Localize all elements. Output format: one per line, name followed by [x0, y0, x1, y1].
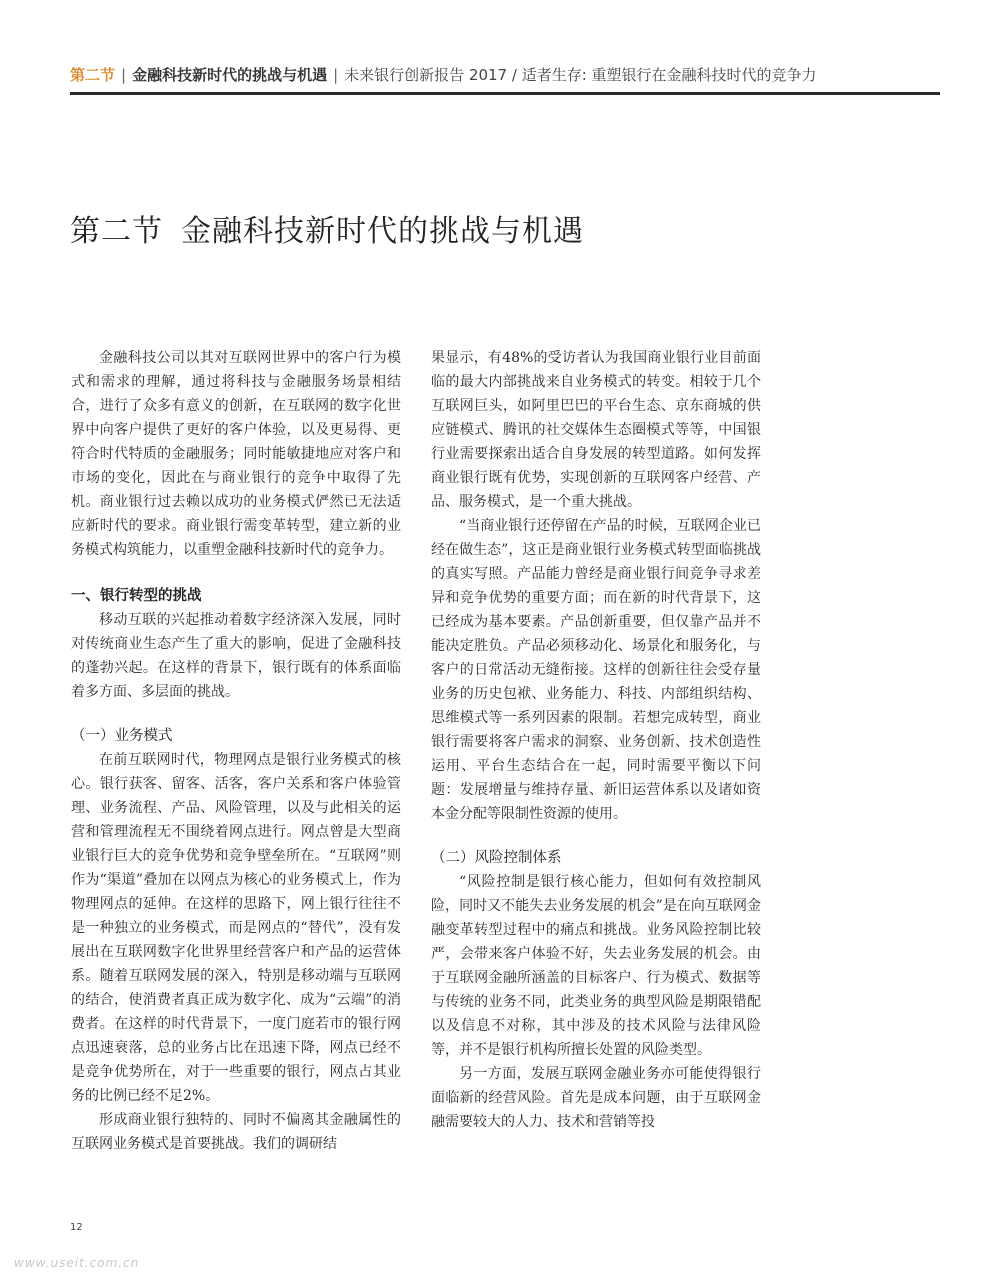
paragraph: “风险控制是银行核心能力，但如何有效控制风险，同时又不能失去业务发展的机会”是在向互联网金融变革转型过程中的痛点和挑战。业务风险控制比较严，会带来客户体验不好，失去业务发展的机会。由于互联网金融所涵盖的目标客户、行为模式、数据等与传统的业务不同，此类业务的典型风险是期限错配以及信息不对称，其中涉及的技术风险与法律风险等，并不是银行机构所擅长处置的风险类型。: [431, 874, 761, 1058]
paragraph: “当商业银行还停留在产品的时候，互联网企业已经在做生态”，这正是商业银行业务模式转型面临挑战的真实写照。产品能力曾经是商业银行间竞争寻求差异和竞争优势的重要方面；而在新的时代背景下，这已经成为基本要素。产品创新重要，但仅靠产品并不能决定胜负。产品必须移动化、场景化和服务化，与客户的日常活动无缝衔接。这样的创新往往会受存量业务的历史包袱、业务能力、科技、内部组织结构、思维模式等一系列因素的限制。若想完成转型，商业银行需要将客户需求的洞察、业务创新、技术创造性运用、平台生态结合在一起，同时需要平衡以下问题：发展增量与维持存量、新旧运营体系以及诸如资本金分配等限制性资源的使用。: [431, 518, 761, 822]
subsection-heading: （一）业务模式: [71, 728, 173, 744]
header-report-title: 未来银行创新报告 2017 / 适者生存: 重塑银行在金融科技时代的竞争力: [344, 66, 817, 84]
left-column: [71, 346, 401, 1156]
paragraph: 在前互联网时代，物理网点是银行业务模式的核心。银行获客、留客、活客，客户关系和客户体验管理、业务流程、产品、风险管理，以及与此相关的运营和管理流程无不围绕着网点进行。网点曾是大型商业银行巨大的竞争优势和竞争壁垒所在。“互联网”则作为“渠道”叠加在以网点为核心的业务模式上，作为物理网点的延伸。在这样的思路下，网上银行往往不是一种独立的业务模式，而是网点的“替代”，没有发展出在互联网数字化世界里经营客户和产品的运营体系。随着互联网发展的深入，特别是移动端与互联网的结合，使消费者真正成为数字化、成为“云端”的消费者。在这样的时代背景下，一度门庭若市的银行网点迅速衰落，总的业务占比在迅速下降，网点已经不是竞争优势所在，对于一些重要的银行，网点占其业务的比例已经不足2%。: [71, 752, 401, 1104]
section-heading: 一、银行转型的挑战: [71, 588, 202, 604]
page-number: 12: [70, 1222, 83, 1233]
header-separator: |: [121, 66, 127, 84]
paragraph: 另一方面，发展互联网金融业务亦可能使得银行面临新的经营风险。首先是成本问题，由于互联网金融需要较大的人力、技术和营销等投: [431, 1066, 761, 1130]
header-section: 第二节: [70, 66, 116, 84]
subsection-heading: （二）风险控制体系: [431, 850, 562, 866]
watermark: www.useit.com.cn: [14, 1256, 140, 1270]
title-chapter: 金融科技新时代的挑战与机遇: [181, 214, 584, 249]
paragraph: 果显示，有48%的受访者认为我国商业银行业目前面临的最大内部挑战来自业务模式的转变。相较于几个互联网巨头，如阿里巴巴的平台生态、京东商城的供应链模式、腾讯的社交媒体生态圈模式等等，中国银行业需要探索出适合自身发展的转型道路。如何发挥商业银行既有优势，实现创新的互联网客户经营、产品、服务模式，是一个重大挑战。: [431, 350, 761, 510]
page-title: [70, 206, 584, 250]
running-header: [70, 64, 940, 86]
title-section: 第二节: [70, 214, 163, 249]
header-chapter: 金融科技新时代的挑战与机遇: [132, 66, 328, 84]
header-rule: [70, 92, 940, 95]
paragraph: 金融科技公司以其对互联网世界中的客户行为模式和需求的理解，通过将科技与金融服务场景相结合，进行了众多有意义的创新，在互联网的数字化世界中向客户提供了更好的客户体验，以及更易得、更符合时代特质的金融服务；同时能敏捷地应对客户和市场的变化，因此在与商业银行的竞争中取得了先机。商业银行过去赖以成功的业务模式俨然已无法适应新时代的要求。商业银行需变革转型，建立新的业务模式构筑能力，以重塑金融科技新时代的竞争力。: [71, 350, 401, 558]
right-column: [431, 346, 761, 1134]
header-separator: |: [333, 66, 339, 84]
paragraph: 形成商业银行独特的、同时不偏离其金融属性的互联网业务模式是首要挑战。我们的调研结: [71, 1112, 401, 1152]
paragraph: 移动互联的兴起推动着数字经济深入发展，同时对传统商业生态产生了重大的影响，促进了金融科技的蓬勃兴起。在这样的背景下，银行既有的体系面临着多方面、多层面的挑战。: [71, 612, 401, 700]
